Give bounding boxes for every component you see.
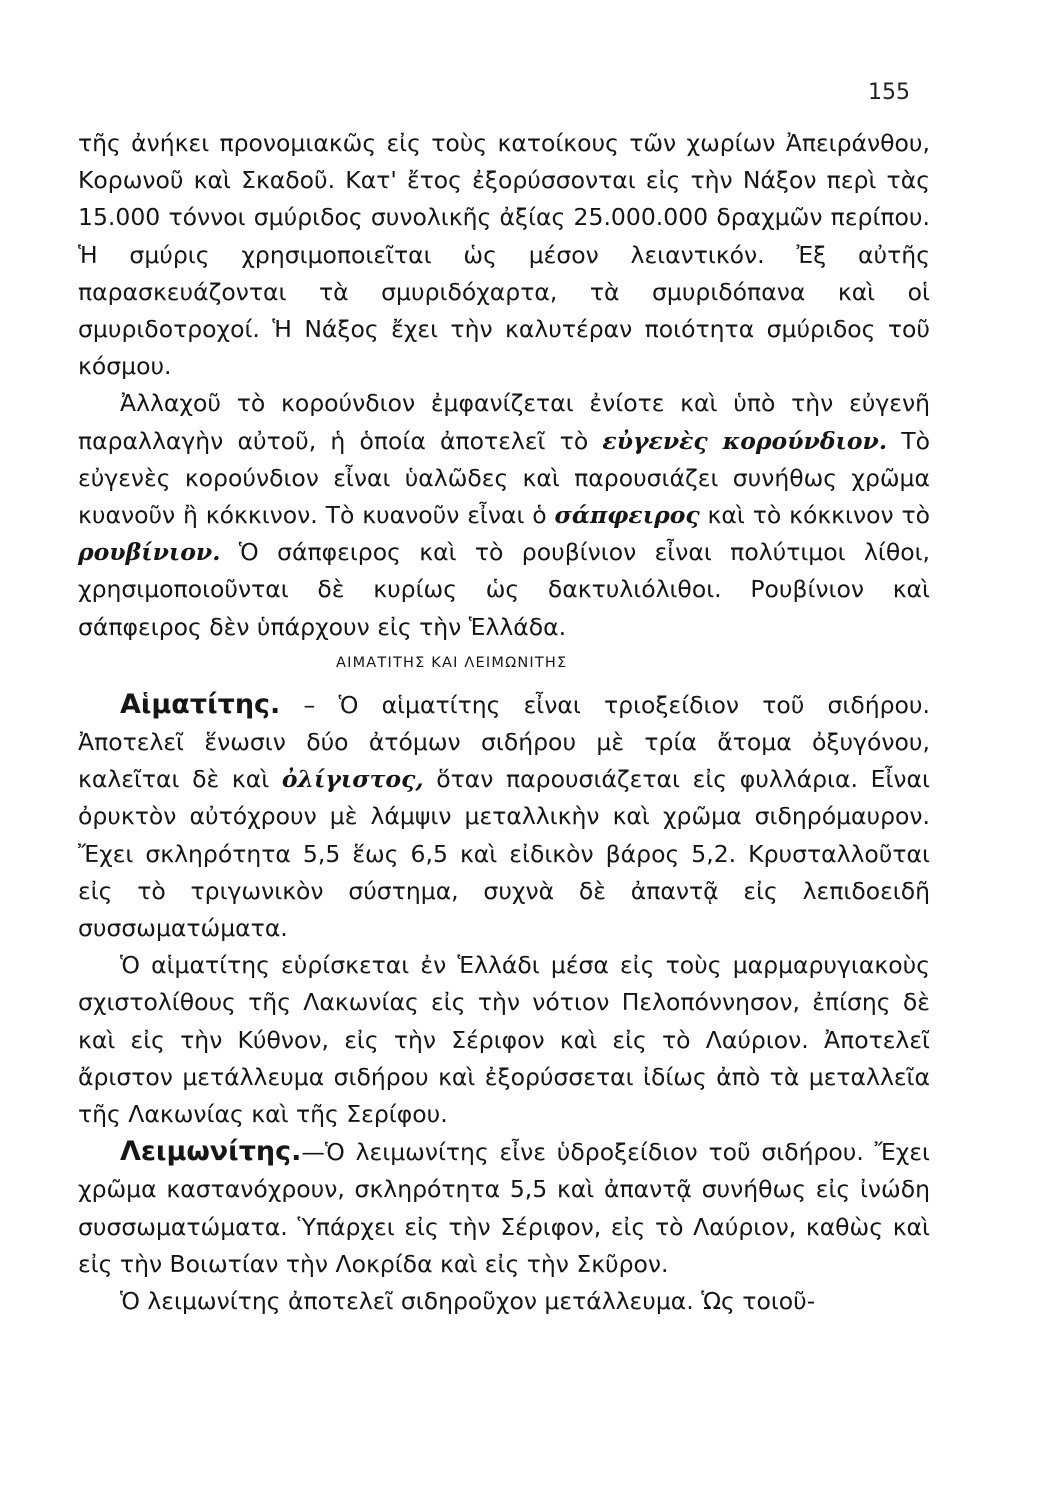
text-run: τῆς ἀνήκει προνομιακῶς εἰς τοὺς κατοίκους τῶν χωρίων Ἀπειράνθου, Κορωνοῦ καὶ Σκαδοῦ. Κατ' ἔτος ἐξορύσσονται εἰς τὴν Νάξον περὶ τὰς 15.000 τόννοι σμύριδος συνολικῆς ἀξίας 25.000.000 δραχμῶν περίπου. Ἡ σμύρις χρησιμοποιεῖται ὡς μέσον λειαντικόν. Ἐξ αὐτῆς παρασκευάζονται τὰ σμυριδόχαρτα, τὰ σμυριδόπανα καὶ οἱ σμυριδοτροχοί. Ἡ Νάξος ἔχει τὴν καλυτέραν ποιότητα σμύριδος τοῦ κόσμου. (78, 129, 930, 381)
paragraph (78, 125, 930, 385)
term-heading: Αἱματίτης. (120, 688, 281, 720)
paragraph (78, 947, 930, 1133)
body-text (78, 125, 930, 1320)
paragraph (78, 1283, 930, 1320)
text-run: ὅταν παρουσιάζεται εἰς φυλλάρια. Εἶναι ὀρυκτὸν αὐτόχρουν μὲ λάμψιν μεταλλικὴν καὶ χρῶμα σιδηρόμαυρον. Ἔχει σκληρότητα 5,5 ἕως 6,5 καὶ εἰδικὸν βάρος 5,2. Κρυσταλλοῦται εἰς τὸ τριγωνικὸν σύστημα, συχνὰ δὲ ἀπαντᾷ εἰς λεπιδοειδῆ συσσωματώματα. (78, 765, 930, 943)
text-run: Ὁ λειμωνίτης ἀποτελεῖ σιδηροῦχον μετάλλευμα. Ὡς τοιοῦ- (120, 1287, 816, 1316)
page-number: 155 (868, 80, 910, 105)
section-heading: ΑΙΜΑΤΙΤΗΣ ΚΑΙ ΛΕΙΜΩΝΙΤΗΣ (336, 654, 568, 671)
term-heading: Λειμωνίτης. (120, 1136, 302, 1168)
emphasized-term: σάπφειρος (554, 501, 700, 530)
emphasized-term: εὐγενὲς κορούνδιον. (602, 426, 888, 455)
text-run: – Ὁ αἱματίτης εἶναι τριοξείδιον τοῦ σιδήρου. Ἀποτελεῖ ἕνωσιν δύο ἀτόμων σιδήρου μὲ τρία ἄτομα ὀξυγόνου, καλεῖται δὲ καὶ (78, 690, 930, 794)
text-run: Ὁ σάπφειρος καὶ τὸ ρουβίνιον εἶναι πολύτιμοι λίθοι, χρησιμοποιοῦνται δὲ κυρίως ὡς δακτυλιόλιθοι. Ρουβίνιον καὶ σάπφειρος δὲν ὑπάρχουν εἰς τὴν Ἑλλάδα. (78, 538, 930, 641)
text-run: Ἀλλαχοῦ τὸ κορούνδιον ἐμφανίζεται ἐνίοτε καὶ ὑπὸ τὴν εὐγενῆ παραλλαγὴν αὐτοῦ, ἡ ὁποία ἀποτελεῖ τὸ (78, 389, 930, 455)
text-run: —Ὁ λειμωνίτης εἶνε ὑδροξείδιον τοῦ σιδήρου. Ἔχει χρῶμα καστανόχρουν, σκληρότητα 5,5 καὶ ἀπαντᾷ συνήθως εἰς ἰνώδη συσσωματώματα. Ὑπάρχει εἰς τὴν Σέριφον, εἰς τὸ Λαύριον, καθὼς καὶ εἰς τὴν Βοιωτίαν τὴν Λοκρίδα καὶ εἰς τὴν Σκῦρον. (78, 1138, 930, 1278)
text-run: καὶ τὸ κόκκινον τὸ (699, 501, 930, 530)
paragraph (78, 1133, 930, 1283)
emphasized-term: ὀλίγιστος, (281, 765, 424, 794)
paragraph (78, 686, 930, 947)
emphasized-term: ρουβίνιον. (78, 538, 221, 567)
text-run: Τὸ εὐγενὲς κορούνδιον εἶναι ὑαλῶδες καὶ παρουσιάζει συνήθως χρῶμα κυανοῦν ἢ κόκκινον. Τὸ κυανοῦν εἶναι ὁ (78, 426, 930, 530)
paragraph (78, 385, 930, 645)
text-run: Ὁ αἱματίτης εὑρίσκεται ἐν Ἑλλάδι μέσα εἰς τοὺς μαρμαρυγιακοὺς σχιστολίθους τῆς Λακωνίας εἰς τὴν νότιον Πελοπόννησον, ἐπίσης δὲ καὶ εἰς τὴν Κύθνον, εἰς τὴν Σέριφον καὶ εἰς τὸ Λαύριον. Ἀποτελεῖ ἄριστον μετάλλευμα σιδήρου καὶ ἐξορύσσεται ἰδίως ἀπὸ τὰ μεταλλεῖα τῆς Λακωνίας καὶ τῆς Σερίφου. (78, 951, 930, 1129)
